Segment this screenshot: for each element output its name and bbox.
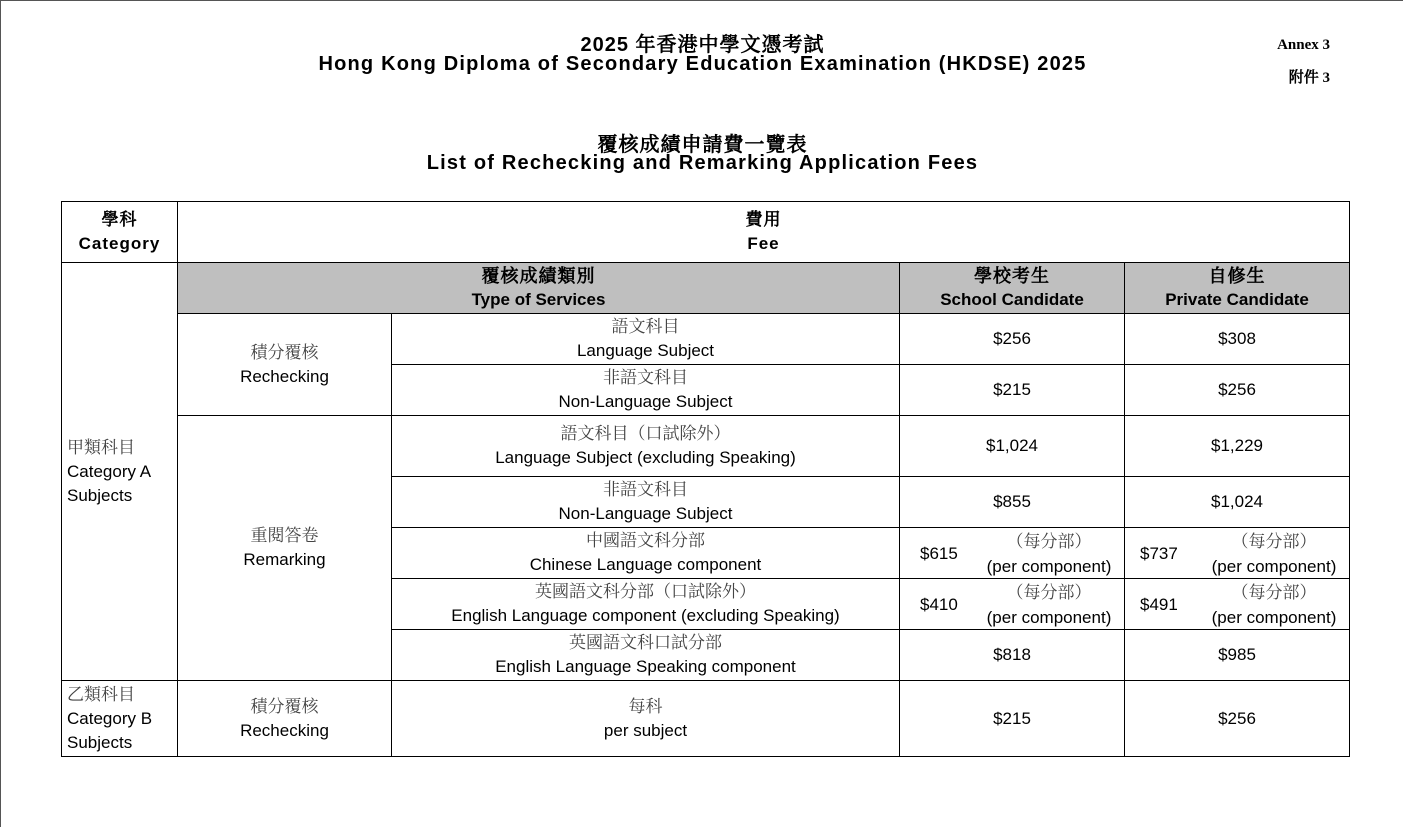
category-a-cell — [62, 263, 178, 681]
category-b-zh: 乙類科目 — [67, 684, 135, 704]
service-en: Non-Language Subject — [558, 504, 733, 523]
services-header — [178, 263, 900, 314]
private-fee: $308 — [1125, 314, 1350, 365]
school-fee: $215 — [900, 681, 1125, 757]
service-zh: 中國語文科分部 — [586, 531, 705, 550]
title-english: Hong Kong Diploma of Secondary Education Examination (HKDSE) 2025 — [318, 53, 1087, 75]
service-en: English Language Speaking component — [495, 657, 796, 676]
school-fee: $410 — [920, 594, 958, 614]
fee-header-zh: 費用 — [745, 210, 782, 229]
service-en: Language Subject (excluding Speaking) — [495, 448, 796, 467]
per-component-zh: （每分部） — [1006, 582, 1092, 602]
remarking-cell — [178, 416, 392, 681]
service-zh: 語文科目 — [611, 317, 680, 336]
remarking-zh: 重閱答卷 — [250, 526, 319, 545]
per-component-en: (per component) — [1211, 556, 1337, 576]
service-zh: 每科 — [628, 696, 663, 716]
category-b-en-2: Subjects — [67, 732, 133, 752]
title-chinese: 2025 年香港中學文憑考試 — [580, 34, 825, 56]
school-fee: $1,024 — [900, 416, 1125, 477]
subheader-row — [62, 263, 1350, 314]
fee-header — [178, 202, 1350, 263]
school-header-en: School Candidate — [940, 290, 1084, 309]
fee-header-en: Fee — [747, 234, 780, 253]
service-en: per subject — [603, 720, 688, 740]
per-component-zh: （每分部） — [1231, 531, 1317, 551]
table-row — [62, 416, 1350, 477]
subtitle-english: List of Rechecking and Remarking Application Fees — [426, 152, 979, 174]
service-zh: 非語文科目 — [603, 480, 688, 499]
private-fee: $737 — [1140, 543, 1178, 563]
school-fee: $256 — [900, 314, 1125, 365]
per-component-zh: （每分部） — [1006, 531, 1092, 551]
school-fee-cell — [900, 528, 1125, 579]
services-header-zh: 覆核成績類別 — [481, 266, 596, 286]
rechecking-b-zh: 積分覆核 — [250, 696, 319, 716]
service-zh: 英國語文科口試分部 — [569, 633, 722, 652]
annex-label-english: Annex 3 — [1277, 37, 1330, 53]
private-fee: $985 — [1125, 630, 1350, 681]
category-header-en: Category — [78, 234, 161, 253]
service-en: Chinese Language component — [529, 555, 762, 574]
rechecking-zh: 積分覆核 — [250, 342, 319, 362]
services-header-en: Type of Services — [471, 290, 606, 309]
service-cell — [392, 365, 900, 416]
category-header-zh: 學科 — [101, 210, 138, 229]
service-zh: 非語文科目 — [603, 368, 688, 387]
service-en: Non-Language Subject — [558, 392, 733, 411]
category-b-en: Category B — [67, 708, 153, 728]
remarking-en: Remarking — [243, 550, 326, 569]
school-fee-cell — [900, 579, 1125, 630]
per-component-en: (per component) — [986, 607, 1112, 627]
fee-table — [61, 201, 1350, 757]
category-a-en-2: Subjects — [67, 485, 133, 505]
rechecking-en: Rechecking — [240, 366, 329, 386]
per-component-zh: （每分部） — [1231, 582, 1317, 602]
service-cell — [392, 416, 900, 477]
category-b-cell — [62, 681, 178, 757]
service-cell — [392, 681, 900, 757]
service-cell — [392, 579, 900, 630]
table-row — [62, 681, 1350, 757]
school-fee: $855 — [900, 477, 1125, 528]
private-header-zh: 自修生 — [1208, 266, 1266, 286]
private-candidate-header — [1125, 263, 1350, 314]
school-header-zh: 學校考生 — [974, 266, 1050, 286]
category-header — [62, 202, 178, 263]
private-fee-cell — [1125, 528, 1350, 579]
table-header-row — [62, 202, 1350, 263]
private-fee-cell — [1125, 579, 1350, 630]
service-zh: 英國語文科分部（口試除外） — [535, 582, 756, 601]
subtitle-chinese: 覆核成績申請費一覽表 — [597, 134, 808, 156]
service-cell — [392, 528, 900, 579]
table-row — [62, 314, 1350, 365]
category-a-en: Category A — [67, 461, 152, 481]
rechecking-cell — [178, 314, 392, 416]
school-fee: $615 — [920, 543, 958, 563]
private-fee: $1,229 — [1125, 416, 1350, 477]
category-a-zh: 甲類科目 — [67, 437, 135, 457]
school-candidate-header — [900, 263, 1125, 314]
private-fee: $256 — [1125, 365, 1350, 416]
rechecking-b-en: Rechecking — [240, 720, 329, 740]
private-fee: $1,024 — [1125, 477, 1350, 528]
service-cell — [392, 630, 900, 681]
service-zh: 語文科目（口試除外） — [560, 424, 731, 443]
service-cell — [392, 314, 900, 365]
service-en: Language Subject — [576, 341, 715, 360]
private-fee: $256 — [1125, 681, 1350, 757]
service-en: English Language component (excluding Speaking) — [451, 606, 840, 625]
service-cell — [392, 477, 900, 528]
per-component-en: (per component) — [986, 556, 1112, 576]
school-fee: $215 — [900, 365, 1125, 416]
private-fee: $491 — [1140, 594, 1178, 614]
rechecking-b-cell — [178, 681, 392, 757]
per-component-en: (per component) — [1211, 607, 1337, 627]
school-fee: $818 — [900, 630, 1125, 681]
private-header-en: Private Candidate — [1165, 290, 1309, 309]
annex-label-chinese: 附件 3 — [1288, 70, 1330, 86]
